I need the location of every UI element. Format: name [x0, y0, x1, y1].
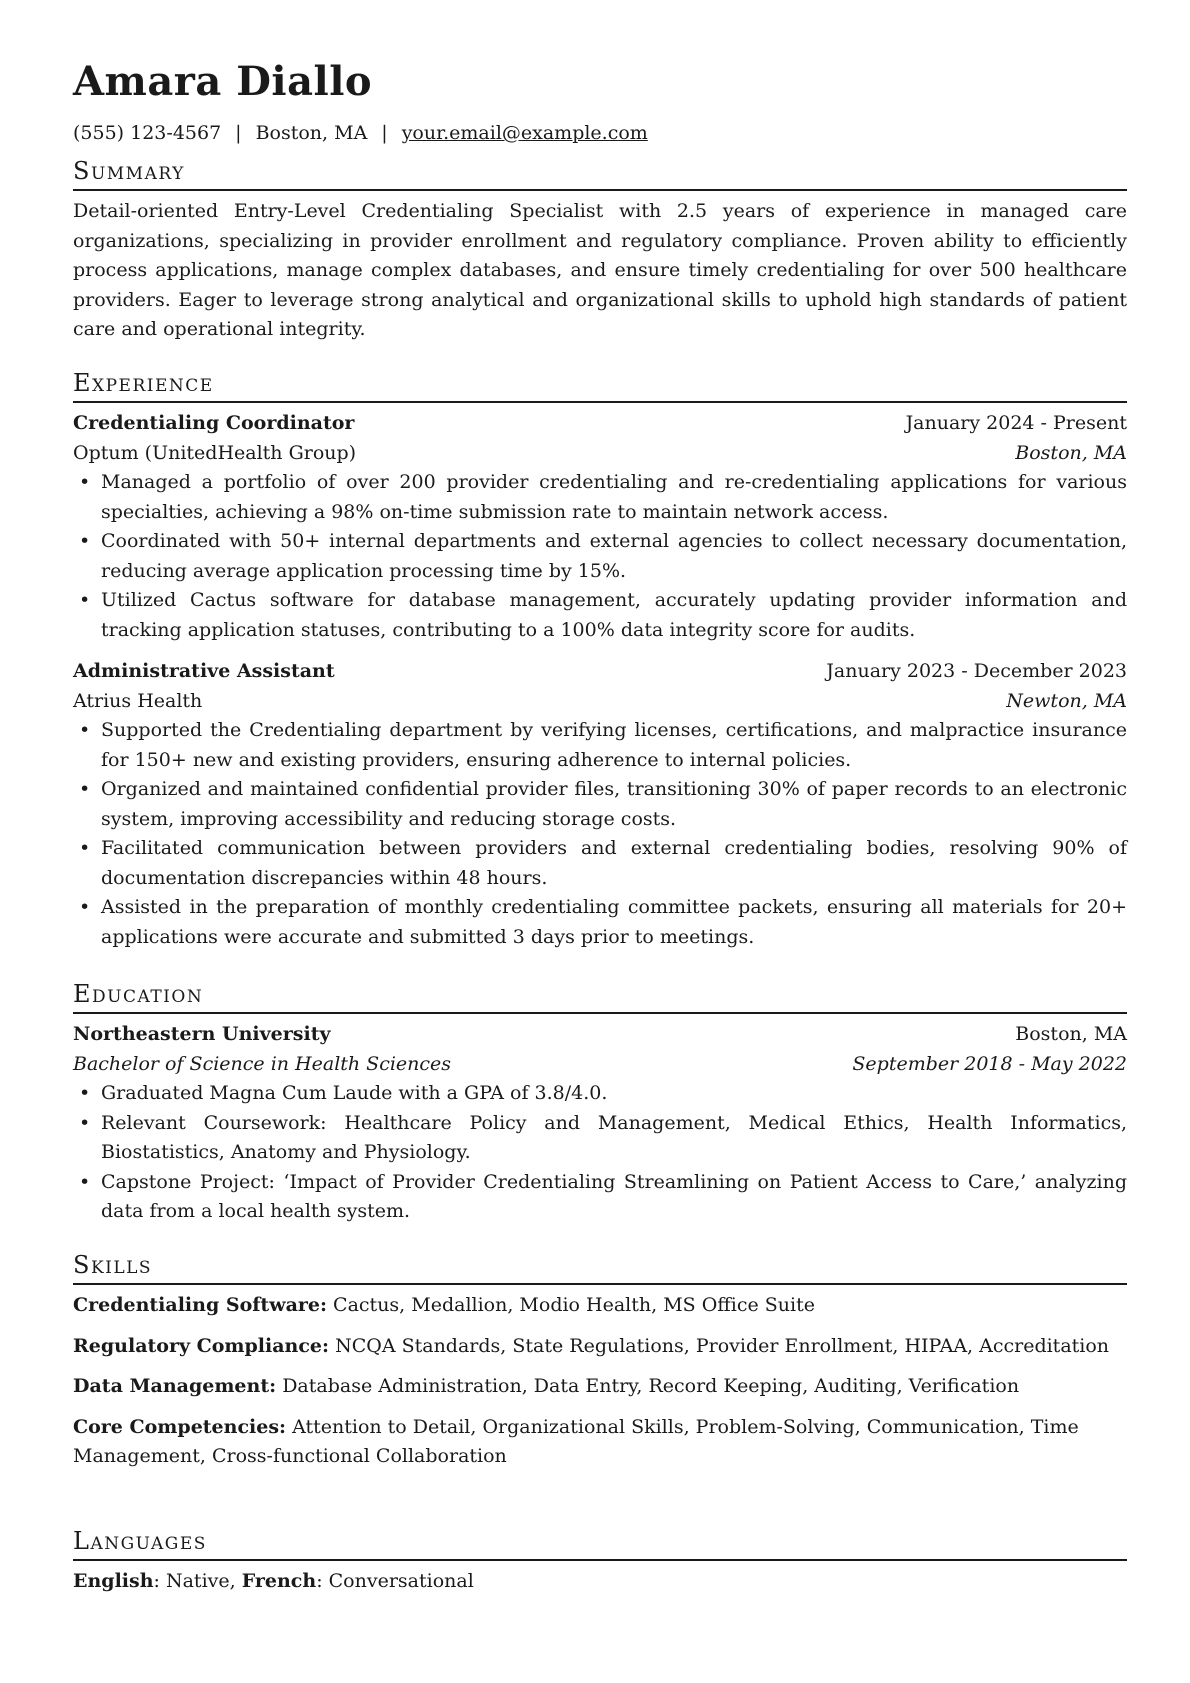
location: Boston, MA	[255, 122, 368, 144]
skills-section	[73, 1249, 1127, 1483]
contact-separator: |	[381, 122, 388, 144]
education-section	[73, 978, 1127, 1227]
job-entry	[73, 657, 1127, 952]
section-title-experience: Experience	[73, 369, 214, 397]
skill-label: Data Management:	[73, 1375, 277, 1397]
summary-section	[73, 155, 1127, 345]
section-divider	[73, 1559, 1127, 1561]
bullet-item: • Relevant Coursework: Healthcare Policy and Management, Medical Ethics, Health Informatics, Biostatistics, Anatomy and Physiology.	[73, 1109, 1127, 1168]
job-role: Administrative Assistant	[73, 660, 335, 682]
skill-value: NCQA Standards, State Regulations, Provider Enrollment, HIPAA, Accreditation	[335, 1334, 1110, 1357]
language-level: Conversational	[328, 1570, 474, 1592]
job-role: Credentialing Coordinator	[73, 412, 355, 434]
job-dates: January 2024 - Present	[905, 412, 1127, 434]
section-divider	[73, 1283, 1127, 1285]
bullet-item: • Managed a portfolio of over 200 provider credentialing and re-credentialing applications for various specialties, achieving a 98% on-time submission rate to maintain network access.	[73, 468, 1127, 527]
job-company: Atrius Health	[73, 689, 203, 712]
education-dates: September 2018 - May 2022	[852, 1052, 1127, 1075]
languages-line: English: Native, French: Conversational	[73, 1570, 474, 1592]
skill-label: Regulatory Compliance:	[73, 1334, 330, 1357]
section-divider	[73, 189, 1127, 191]
job-bullets	[73, 468, 1127, 645]
school-name: Northeastern University	[73, 1023, 331, 1045]
contact-line	[73, 122, 648, 144]
skill-row	[73, 1372, 1127, 1402]
bullet-item: • Assisted in the preparation of monthly credentialing committee packets, ensuring all materials for 20+ applications were accurate and submitted 3 days prior to meetings.	[73, 893, 1127, 952]
email-link[interactable]: your.email@example.com	[401, 122, 648, 144]
skill-label: Core Competencies:	[73, 1415, 287, 1438]
experience-section	[73, 367, 1127, 964]
skill-value: Database Administration, Data Entry, Record Keeping, Auditing, Verification	[282, 1375, 1020, 1397]
contact-separator: |	[235, 122, 242, 144]
skill-value: Attention to Detail, Organizational Skills, Problem-Solving, Communication, Time Management, Cross-functional Collaboration	[73, 1415, 1079, 1467]
section-title-summary: Summary	[73, 157, 185, 185]
job-bullets	[73, 716, 1127, 952]
school-location: Boston, MA	[1015, 1023, 1127, 1045]
skill-label: Credentialing Software:	[73, 1294, 327, 1316]
languages-section	[73, 1525, 1127, 1608]
skill-row	[73, 1413, 1127, 1472]
section-title-languages: Languages	[73, 1527, 207, 1555]
job-company: Optum (UnitedHealth Group)	[73, 441, 357, 464]
bullet-item: • Graduated Magna Cum Laude with a GPA of 3.8/4.0.	[73, 1079, 1127, 1109]
job-dates: January 2023 - December 2023	[826, 660, 1127, 682]
skill-value: Cactus, Medallion, Modio Health, MS Office Suite	[333, 1294, 816, 1316]
skill-row	[73, 1291, 1127, 1321]
phone-number: (555) 123-4567	[73, 122, 222, 144]
language-level: Native	[165, 1570, 230, 1592]
education-bullets	[73, 1079, 1127, 1227]
bullet-item: • Facilitated communication between providers and external credentialing bodies, resolving 90% of documentation discrepancies within 48 hours.	[73, 834, 1127, 893]
skill-row	[73, 1332, 1127, 1362]
language-name: French	[241, 1570, 317, 1592]
language-name: English	[73, 1570, 154, 1592]
bullet-item: • Organized and maintained confidential provider files, transitioning 30% of paper records to an electronic system, improving accessibility and reducing storage costs.	[73, 775, 1127, 834]
section-divider	[73, 401, 1127, 403]
job-location: Boston, MA	[1015, 441, 1127, 464]
job-entry	[73, 409, 1127, 645]
bullet-item: • Capstone Project: ‘Impact of Provider Credentialing Streamlining on Patient Access to Care,’ analyzing data from a local health system.	[73, 1168, 1127, 1227]
section-title-education: Education	[73, 980, 204, 1008]
bullet-item: • Supported the Credentialing department by verifying licenses, certifications, and malpractice insurance for 150+ new and existing providers, ensuring adherence to internal policies.	[73, 716, 1127, 775]
degree-name: Bachelor of Science in Health Sciences	[73, 1052, 452, 1075]
candidate-name: Amara Diallo	[73, 58, 373, 105]
bullet-item: • Utilized Cactus software for database management, accurately updating provider information and tracking application statuses, contributing to a 100% data integrity score for audits.	[73, 586, 1127, 645]
summary-text: Detail-oriented Entry-Level Credentialing Specialist with 2.5 years of experience in managed care organizations, specializing in provider enrollment and regulatory compliance. Proven ability to efficiently process applications, manage complex databases, and ensure timely credentialing for over 500 healthcare providers. Eager to leverage strong analytical and organizational skills to uphold high standards of patient care and operational integrity.	[73, 200, 1127, 340]
section-title-skills: Skills	[73, 1251, 153, 1279]
bullet-item: • Coordinated with 50+ internal departments and external agencies to collect necessary documentation, reducing average application processing time by 15%.	[73, 527, 1127, 586]
section-divider	[73, 1012, 1127, 1014]
job-location: Newton, MA	[1006, 689, 1127, 712]
